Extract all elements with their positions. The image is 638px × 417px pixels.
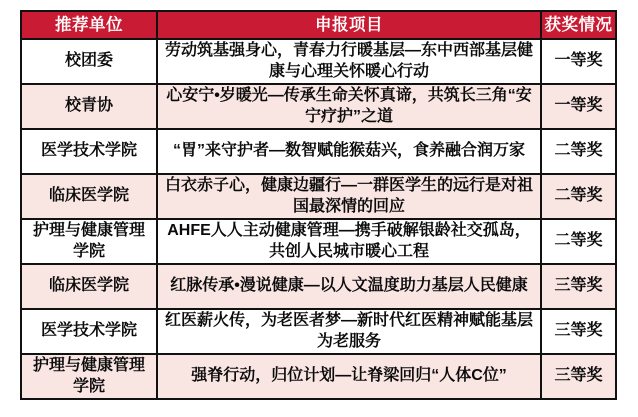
award-cell: 二等奖 (541, 219, 616, 264)
unit-cell: 临床医学院 (21, 174, 157, 219)
table-body (21, 39, 616, 399)
award-cell: 三等奖 (541, 354, 616, 399)
award-cell: 二等奖 (541, 129, 616, 174)
table-row (21, 84, 616, 129)
unit-cell: 临床医学院 (21, 264, 157, 309)
table-row (21, 219, 616, 264)
header-award: 获奖情况 (541, 11, 616, 39)
header-row (21, 11, 616, 39)
table-row (21, 129, 616, 174)
project-cell: 心安宁•岁暖光—传承生命关怀真谛，共筑长三角“安宁疗护”之道 (157, 84, 541, 129)
table-row (21, 309, 616, 354)
table-row (21, 174, 616, 219)
project-cell: “胃”来守护者—数智赋能猴菇兴，食养融合润万家 (157, 129, 541, 174)
award-cell: 三等奖 (541, 309, 616, 354)
unit-cell: 校团委 (21, 39, 157, 84)
unit-cell: 医学技术学院 (21, 309, 157, 354)
header-project: 申报项目 (157, 11, 541, 39)
header-unit: 推荐单位 (21, 11, 157, 39)
table-row (21, 264, 616, 309)
award-cell: 一等奖 (541, 39, 616, 84)
project-cell: 白衣赤子心，健康边疆行—一群医学生的远行是对祖国最深情的回应 (157, 174, 541, 219)
table-row (21, 354, 616, 399)
table-row (21, 39, 616, 84)
table-header (21, 11, 616, 39)
award-cell: 三等奖 (541, 264, 616, 309)
project-cell: 强脊行动，归位计划—让脊梁回归“人体C位” (157, 354, 541, 399)
award-cell: 二等奖 (541, 174, 616, 219)
project-cell: 劳动筑基强身心，青春力行暖基层—东中西部基层健康与心理关怀暖心行动 (157, 39, 541, 84)
project-cell: 红医薪火传，为老医者梦—新时代红医精神赋能基层为老服务 (157, 309, 541, 354)
project-cell: 红脉传承•漫说健康—以人文温度助力基层人民健康 (157, 264, 541, 309)
award-cell: 一等奖 (541, 84, 616, 129)
unit-cell: 护理与健康管理学院 (21, 354, 157, 399)
awards-table (20, 10, 617, 400)
unit-cell: 护理与健康管理学院 (21, 219, 157, 264)
project-cell: AHFE人人主动健康管理—携手破解银龄社交孤岛，共创人民城市暖心工程 (157, 219, 541, 264)
unit-cell: 医学技术学院 (21, 129, 157, 174)
unit-cell: 校青协 (21, 84, 157, 129)
